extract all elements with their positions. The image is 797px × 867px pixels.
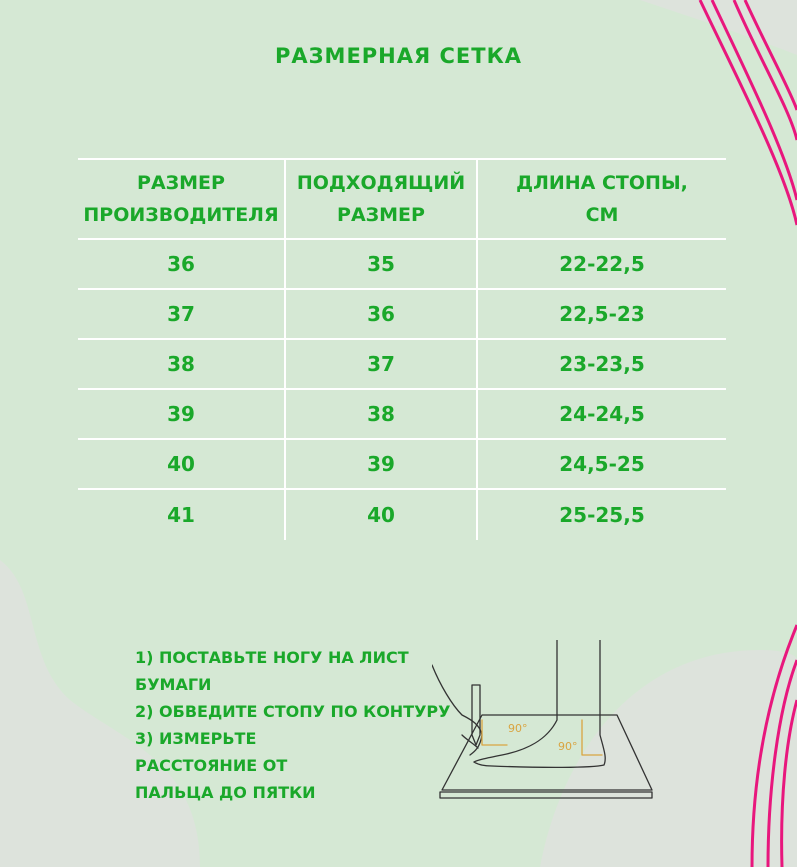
table-row xyxy=(78,290,726,340)
instruction-line: РАССТОЯНИЕ ОТ xyxy=(135,756,288,775)
fitting-size-cell: 35 xyxy=(286,240,478,288)
size-table xyxy=(78,158,726,550)
page-title: РАЗМЕРНАЯ СЕТКА xyxy=(274,44,522,68)
instruction-line: ПАЛЬЦА ДО ПЯТКИ xyxy=(135,783,316,802)
foot-measuring-illustration xyxy=(432,640,662,810)
header-fitting-size: ПОДХОДЯЩИЙ РАЗМЕР xyxy=(286,160,478,238)
table-row xyxy=(78,440,726,490)
manufacturer-size-cell: 41 xyxy=(78,490,286,540)
header-foot-length: ДЛИНА СТОПЫ, СМ xyxy=(516,172,688,226)
table-row xyxy=(78,340,726,390)
foot-length-cell: 25-25,5 xyxy=(559,503,645,527)
instruction-line: 2) ОБВЕДИТЕ СТОПУ ПО КОНТУРУ xyxy=(135,702,451,721)
foot-length-cell: 22-22,5 xyxy=(559,252,645,276)
instruction-line: БУМАГИ xyxy=(135,675,212,694)
manufacturer-size-cell: 38 xyxy=(78,340,286,388)
fitting-size-cell: 40 xyxy=(286,490,478,540)
foot-length-cell: 24-24,5 xyxy=(559,402,645,426)
leg-outline xyxy=(474,640,557,762)
manufacturer-size-cell: 40 xyxy=(78,440,286,488)
fitting-size-cell: 36 xyxy=(286,290,478,338)
angle-label-1: 90° xyxy=(508,722,528,735)
table-row xyxy=(78,390,726,440)
angle-label-2: 90° xyxy=(558,740,578,753)
table-row xyxy=(78,240,726,290)
fitting-size-cell: 39 xyxy=(286,440,478,488)
table-row xyxy=(78,490,726,550)
instruction-line: 1) ПОСТАВЬТЕ НОГУ НА ЛИСТ xyxy=(135,648,409,667)
foot-length-cell: 22,5-23 xyxy=(559,302,645,326)
manufacturer-size-cell: 39 xyxy=(78,390,286,438)
manufacturer-size-cell: 37 xyxy=(78,290,286,338)
header-manufacturer-size: РАЗМЕР ПРОИЗВОДИТЕЛЯ xyxy=(78,160,286,238)
measurement-instructions xyxy=(135,644,451,806)
fitting-size-cell: 37 xyxy=(286,340,478,388)
table-header-row xyxy=(78,158,726,240)
manufacturer-size-cell: 36 xyxy=(78,240,286,288)
fitting-size-cell: 38 xyxy=(286,390,478,438)
foot-length-cell: 23-23,5 xyxy=(559,352,645,376)
foot-length-cell: 24,5-25 xyxy=(559,452,645,476)
instruction-line: 3) ИЗМЕРЬТЕ xyxy=(135,729,257,748)
